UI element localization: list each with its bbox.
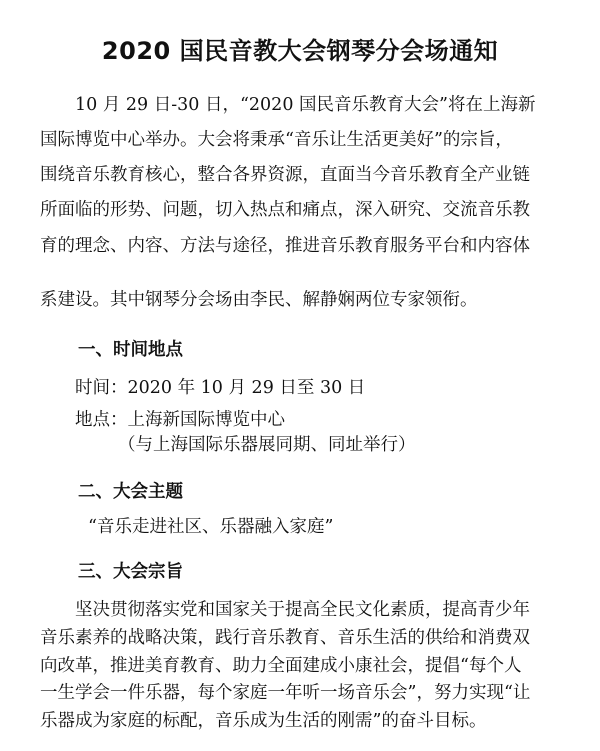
- section-heading-time-place: 一、时间地点: [78, 340, 183, 360]
- purpose-line-5: 乐器成为家庭的标配，音乐成为生活的刚需”的奋斗目标。: [40, 711, 487, 731]
- purpose-line-1: 坚决贯彻落实党和国家关于提高全民文化素质，提高青少年: [75, 600, 530, 620]
- intro-line-5: 育的理念、内容、方法与途径，推进音乐教育服务平台和内容体: [40, 236, 530, 256]
- section-heading-theme: 二、大会主题: [78, 482, 183, 502]
- intro-line-6: 系建设。其中钢琴分会场由李民、解静娴两位专家领衔。: [40, 290, 478, 310]
- purpose-line-2: 音乐素养的战略决策，践行音乐教育、音乐生活的供给和消费双: [40, 628, 530, 648]
- intro-line-2: 国际博览中心举办。大会将秉承“音乐让生活更美好”的宗旨，: [40, 130, 513, 150]
- document-title: 2020 国民音教大会钢琴分会场通知: [101, 37, 499, 65]
- intro-line-3: 围绕音乐教育核心，整合各界资源，直面当今音乐教育全产业链: [40, 165, 530, 185]
- intro-line-4: 所面临的形势、问题，切入热点和痛点，深入研究、交流音乐教: [40, 200, 530, 220]
- purpose-line-4: 一生学会一件乐器，每个家庭一年听一场音乐会”，努力实现“让: [40, 683, 531, 703]
- place-note: （与上海国际乐器展同期、同址举行）: [118, 435, 416, 455]
- purpose-line-3: 向改革，推进美育教育、助力全面建成小康社会，提倡“每个人: [40, 656, 522, 676]
- place-line: 地点：上海新国际博览中心: [75, 410, 285, 430]
- time-line: 时间：2020 年 10 月 29 日至 30 日: [75, 378, 366, 398]
- intro-line-1: 10 月 29 日-30 日，“2020 国民音乐教育大会”将在上海新: [75, 95, 536, 115]
- section-heading-purpose: 三、大会宗旨: [78, 562, 183, 582]
- theme-text: “音乐走进社区、乐器融入家庭”: [88, 517, 334, 537]
